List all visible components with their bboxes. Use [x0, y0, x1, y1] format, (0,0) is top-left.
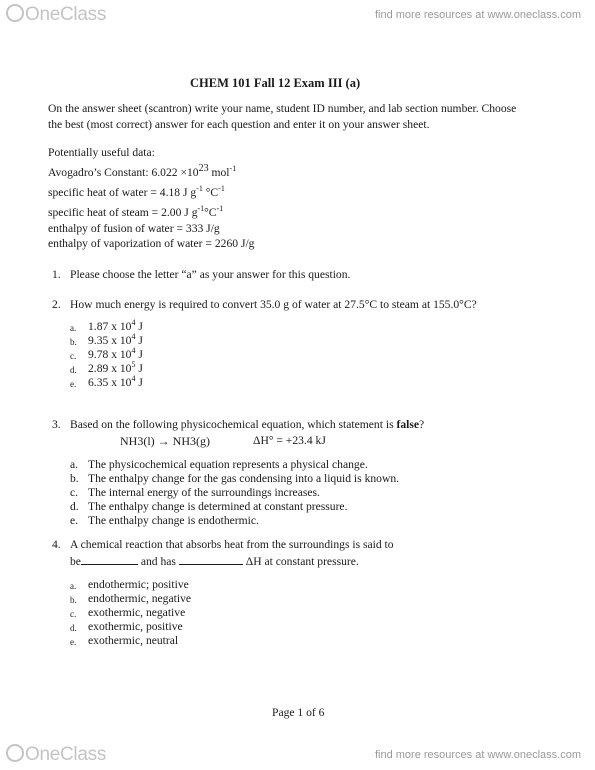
question-4-line-1: A chemical reaction that absorbs heat from the surroundings is said to: [70, 538, 394, 551]
q3-option-d-text: The enthalpy change is determined at constant pressure.: [88, 500, 348, 513]
question-2-text: How much energy is required to convert 35.0 g of water at 27.5°C to steam at 155.0°C?: [70, 298, 477, 311]
top-banner: [0, 0, 595, 30]
q4-blank-1: [81, 553, 138, 565]
question-3-number: 3.: [52, 418, 61, 431]
q3-option-b-text: The enthalpy change for the gas condensing into a liquid is known.: [88, 472, 400, 485]
q2-option-c: c.: [70, 351, 77, 361]
specific-heat-water: specific heat of water = 4.18 J $g^{-1}$ $^\circ C^{-1}$: [48, 184, 225, 199]
q3-option-e: e.: [70, 514, 79, 527]
q4-option-b: b.: [70, 595, 77, 605]
question-2-number: 2.: [52, 298, 61, 311]
q2-option-c-text: 9.78 x $10^4$ J: [88, 346, 143, 361]
question-4-line-2: be and has ΔH at constant pressure.: [70, 555, 359, 568]
q3-delta-h: ΔH° = +23.4 kJ: [253, 434, 326, 447]
q4-blank-2: [179, 553, 243, 565]
q4-option-a-text: endothermic; positive: [88, 578, 189, 591]
logo-circle-icon: [6, 4, 24, 22]
q4-option-d: d.: [70, 623, 77, 633]
q2-option-a: a.: [70, 323, 77, 333]
q2-option-d-text: 2.89 x $10^5$ J: [88, 360, 143, 375]
q4-option-a: a.: [70, 581, 77, 591]
bottom-banner: [0, 740, 595, 770]
question-1-text: Please choose the letter “a” as your answer for this question.: [70, 268, 351, 281]
q3-option-c-text: The internal energy of the surroundings increases.: [88, 486, 320, 499]
footer-tagline-link[interactable]: find more resources at www.oneclass.com: [374, 749, 581, 761]
logo-circle-icon: [6, 744, 24, 762]
q4-option-e: e.: [70, 637, 77, 647]
q3-option-a: a.: [70, 458, 79, 471]
q2-option-b-text: 9.35 x $10^4$ J: [88, 332, 143, 347]
intro-line-1: On the answer sheet (scantron) write your name, student ID number, and lab section number. Choose: [48, 102, 517, 115]
data-heading: Potentially useful data:: [48, 146, 155, 159]
enthalpy-fusion: enthalpy of fusion of water = 333 J/g: [48, 222, 220, 235]
oneclass-logo[interactable]: OneClass: [6, 4, 106, 26]
q4-option-b-text: endothermic, negative: [88, 592, 192, 605]
page-number: Page 1 of 6: [272, 706, 325, 719]
question-1-number: 1.: [52, 268, 61, 281]
q2-option-e: e.: [70, 379, 77, 389]
q4-option-d-text: exothermic, positive: [88, 620, 183, 633]
exam-title: CHEM 101 Fall 12 Exam III (a): [190, 76, 361, 90]
avogadro-constant: Avogadro’s Constant: 6.022 ×1023 mol$^{-1}$: [48, 163, 237, 179]
question-4-number: 4.: [52, 538, 61, 551]
q4-option-c: c.: [70, 609, 77, 619]
intro-line-2: the best (most correct) answer for each question and enter it on your answer sheet.: [48, 118, 430, 131]
q3-option-e-text: The enthalpy change is endothermic.: [88, 514, 259, 527]
q2-option-b: b.: [70, 337, 77, 347]
question-3-text: Based on the following physicochemical equation, which statement is false?: [70, 418, 425, 431]
q3-option-b: b.: [70, 472, 79, 485]
q2-option-d: d.: [70, 365, 77, 375]
q3-equation: NH3(l) → NH3(g): [120, 434, 210, 448]
q3-option-c: c.: [70, 486, 79, 499]
oneclass-logo-footer[interactable]: OneClass: [6, 744, 106, 766]
q2-option-a-text: 1.87 x $10^4$ J: [88, 318, 143, 333]
q4-option-c-text: exothermic, negative: [88, 606, 186, 619]
q4-option-e-text: exothermic, neutral: [88, 634, 179, 647]
q3-option-a-text: The physicochemical equation represents a physical change.: [88, 458, 368, 471]
specific-heat-steam: specific heat of steam = 2.00 J $g^{-1}^\circ C^{-1}$: [48, 204, 224, 219]
header-tagline-link[interactable]: find more resources at www.oneclass.com: [374, 9, 581, 21]
q3-option-d: d.: [70, 500, 79, 513]
q2-option-e-text: 6.35 x $10^4$ J: [88, 374, 143, 389]
enthalpy-vaporization: enthalpy of vaporization of water = 2260 J/g: [48, 237, 255, 250]
